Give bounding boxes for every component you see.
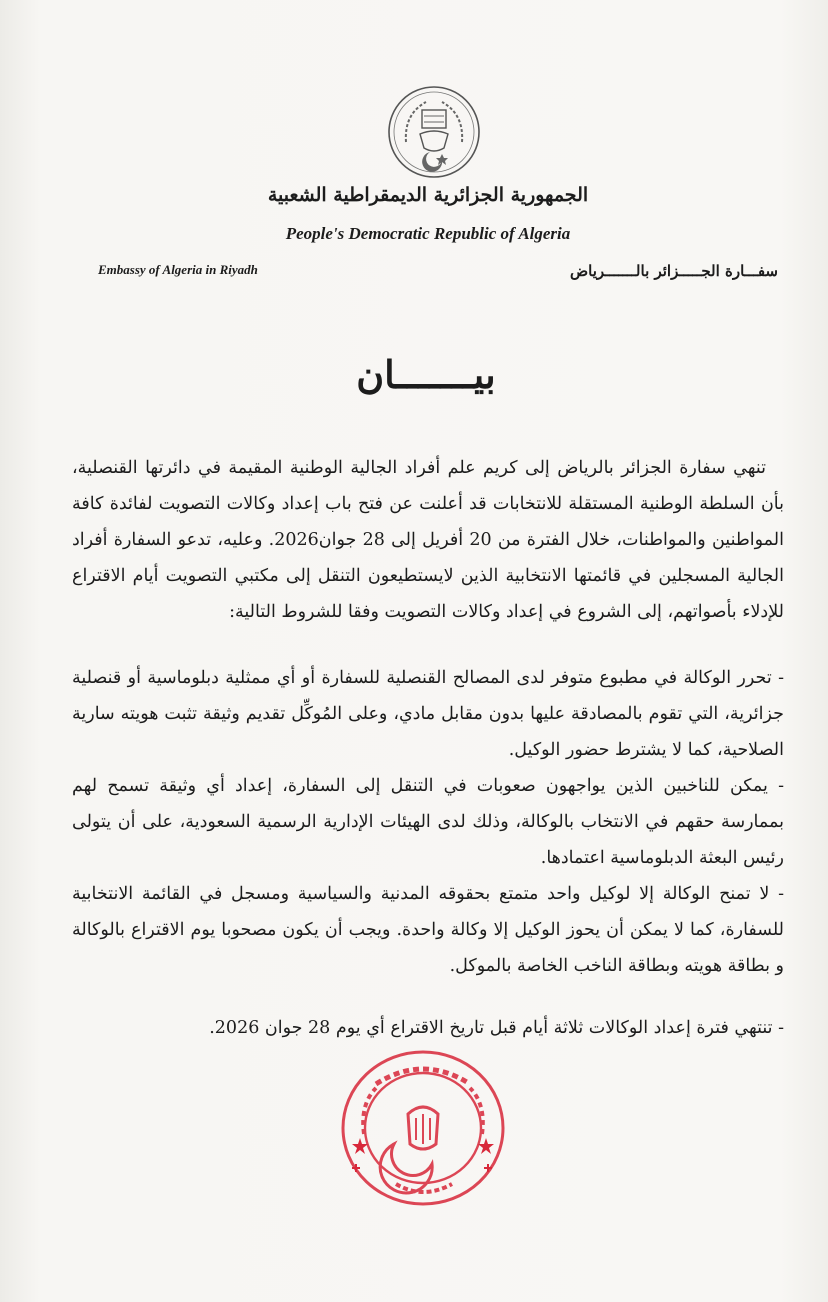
condition-item-3: - لا تمنح الوكالة إلا لوكيل واحد متمتع بحقوقه المدنية والسياسية ومسجل في القائمة الانتخابية للسفارة، كما لا يمكن أن يحوز الوكيل إلا وكالة واحدة. ويجب أن يكون مصحوبا يوم الاقتراع بالوكالة و بطاقة هويته وبطاقة الناخب الخاصة بالموكل. — [72, 884, 784, 976]
condition-item-1: - تحرر الوكالة في مطبوع متوفر لدى المصالح القنصلية للسفارة أو أي ممثلية دبلوماسية أو قنصلية جزائرية، التي تقوم بالمصادقة عليها بدون مقابل مادي، وعلى المُوكِّل تقديم وثيقة تثبت هويته سارية الصلاحية، كما لا يشترط حضور الوكيل. — [72, 668, 784, 760]
embassy-seal-stamp-icon — [336, 1044, 510, 1212]
intro-paragraph: تنهي سفارة الجزائر بالرياض إلى كريم علم أفراد الجالية الوطنية المقيمة في دائرتها القنصلية، بأن السلطة الوطنية المستقلة للانتخابات قد أعلنت عن فتح باب إعداد وكالات التصويت لفائدة كافة المواطنين والمواطنات، خلال الفترة من 20 أفريل إلى 28 جوان2026. وعليه، تدعو السفارة أفراد الجالية المسجلين في قائمتها الانتخابية الذين لايستطيعون التنقل إلى مكتبي التصويت أيام الاقتراع للإدلاء بأصواتهم، إلى الشروع في إعداد وكالات التصويت وفقا للشروط التالية: — [72, 458, 784, 622]
document-title: بيـــــــان — [356, 352, 496, 397]
condition-item-2: - يمكن للناخبين الذين يواجهون صعوبات في التنقل إلى السفارة، إعداد أي وثيقة تسمح لهم بممارسة حقهم في الانتخاب بالوكالة، وذلك لدى الهيئات الإدارية الرسمية السعودية، على أن يتولى رئيس البعثة الدبلوماسية اعتمادها. — [72, 776, 784, 868]
algeria-emblem-icon — [386, 84, 482, 180]
embassy-name-arabic: سفـــارة الجـــــزائر بالـــــــرياض — [570, 262, 778, 280]
condition-item-4: - تنتهي فترة إعداد الوكالات ثلاثة أيام قبل تاريخ الاقتراع أي يوم 28 جوان 2026. — [209, 1018, 784, 1038]
republic-name-arabic: الجمهورية الجزائرية الديمقراطية الشعبية — [267, 184, 589, 206]
embassy-name-english: Embassy of Algeria in Riyadh — [98, 262, 258, 277]
republic-name-english: People's Democratic Republic of Algeria — [285, 224, 571, 243]
